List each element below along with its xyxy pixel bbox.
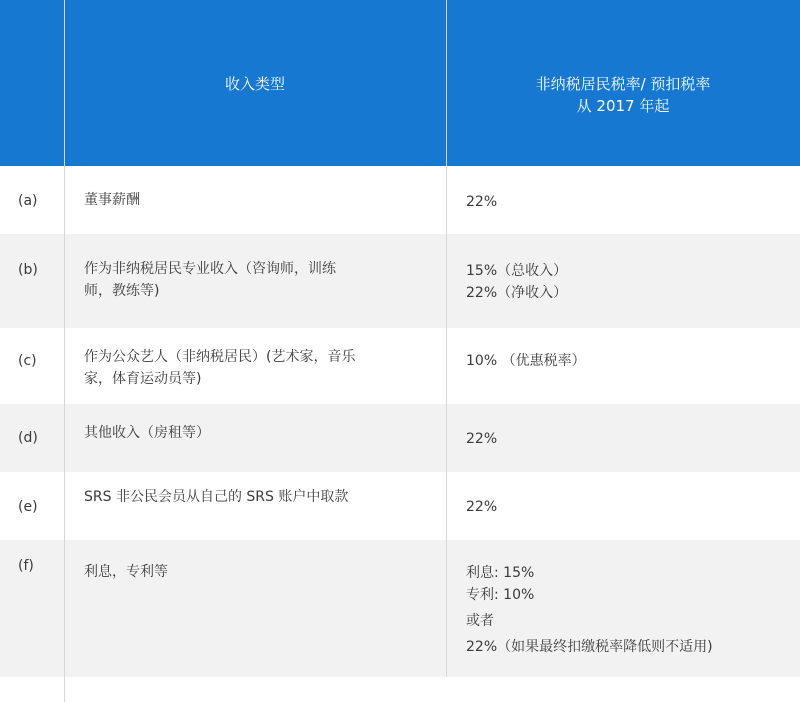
table-row — [0, 166, 800, 234]
row-label: (f) — [18, 558, 34, 574]
income-type: SRS 非公民会员从自己的 SRS 账户中取款 — [84, 489, 349, 505]
income-type: 作为非纳税居民专业收入（咨询师，训练 师，教练等) — [84, 261, 336, 299]
column-divider — [64, 677, 65, 702]
row-label: (a) — [18, 193, 38, 209]
header-income-type: 收入类型 — [224, 75, 285, 93]
row-label: (b) — [18, 262, 38, 278]
tax-rate: 利息: 15% 专利: 10% 或者 22%（如果最终扣缴税率降低则不适用) — [466, 565, 713, 655]
income-type: 利息，专利等 — [84, 564, 168, 580]
table-row — [0, 540, 800, 677]
row-label: (e) — [18, 499, 38, 515]
table-header — [0, 0, 800, 166]
table-row — [0, 328, 800, 404]
row-label: (d) — [18, 430, 38, 446]
table-row — [0, 234, 800, 328]
tax-rate: 22% — [466, 499, 498, 515]
tax-rate: 10% （优惠税率） — [466, 353, 586, 369]
table-row — [0, 404, 800, 472]
income-type: 董事薪酬 — [84, 192, 140, 208]
tax-rate: 22% — [466, 431, 498, 447]
table-row — [0, 472, 800, 540]
tax-rate: 15%（总收入） 22%（净收入） — [466, 263, 568, 301]
tax-rate: 22% — [466, 194, 498, 210]
row-label: (c) — [18, 353, 37, 369]
income-type: 作为公众艺人（非纳税居民）(艺术家，音乐 家，体育运动员等) — [84, 349, 356, 387]
header-tax-rate: 非纳税居民税率/ 预扣税率 从 2017 年起 — [535, 75, 711, 115]
income-type: 其他收入（房租等） — [84, 425, 210, 441]
